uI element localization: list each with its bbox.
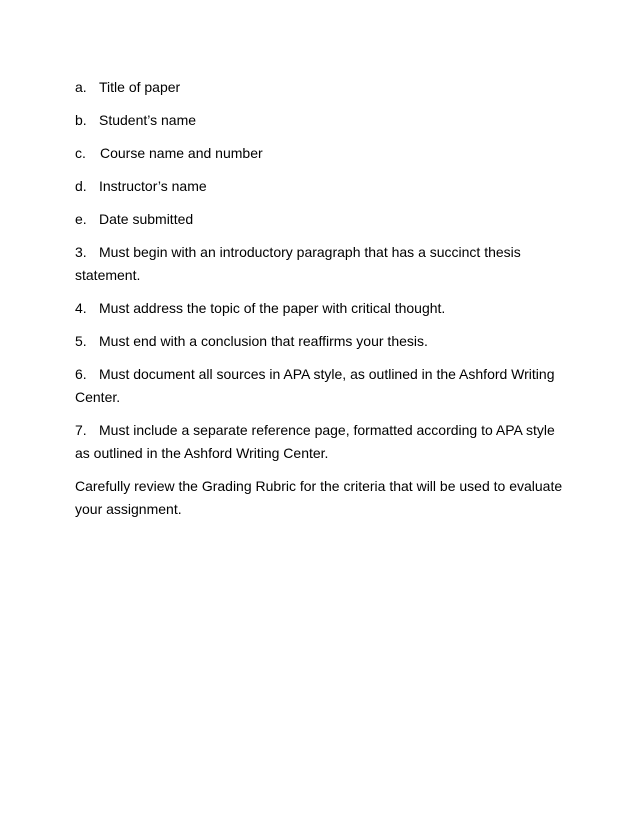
item-text: Title of paper (99, 79, 181, 95)
lettered-item-a (75, 76, 565, 99)
item-marker: a. (75, 79, 87, 95)
item-text: Date submitted (99, 211, 194, 227)
item-marker: b. (75, 112, 87, 128)
numbered-item-6 (75, 363, 565, 409)
item-marker: 6. (75, 366, 87, 382)
item-text: Instructor’s name (99, 178, 207, 194)
item-text: Must address the topic of the paper with critical thought. (99, 300, 446, 316)
item-text: Course name and number (100, 145, 263, 161)
item-text: Must include a separate reference page, formatted according to APA style as outlined in the Ashford Writing Center. (75, 422, 555, 461)
item-marker: d. (75, 178, 87, 194)
item-marker: 7. (75, 422, 87, 438)
item-text: Student’s name (99, 112, 197, 128)
closing-paragraph: Carefully review the Grading Rubric for the criteria that will be used to evaluate your assignment. (75, 478, 563, 517)
lettered-item-c (75, 142, 565, 165)
item-text: Must end with a conclusion that reaffirms your thesis. (99, 333, 428, 349)
item-marker: 5. (75, 333, 87, 349)
numbered-item-7 (75, 419, 565, 465)
numbered-item-5 (75, 330, 565, 353)
item-marker: 4. (75, 300, 87, 316)
numbered-item-4 (75, 297, 565, 320)
lettered-item-d (75, 175, 565, 198)
lettered-item-e (75, 208, 565, 231)
item-marker: 3. (75, 244, 87, 260)
lettered-item-b (75, 109, 565, 132)
item-marker: e. (75, 211, 87, 227)
item-marker: c. (75, 145, 86, 161)
document-body (75, 76, 565, 531)
numbered-item-3 (75, 241, 565, 287)
item-text: Must begin with an introductory paragraph that has a succinct thesis statement. (75, 244, 521, 283)
item-text: Must document all sources in APA style, as outlined in the Ashford Writing Center. (75, 366, 555, 405)
